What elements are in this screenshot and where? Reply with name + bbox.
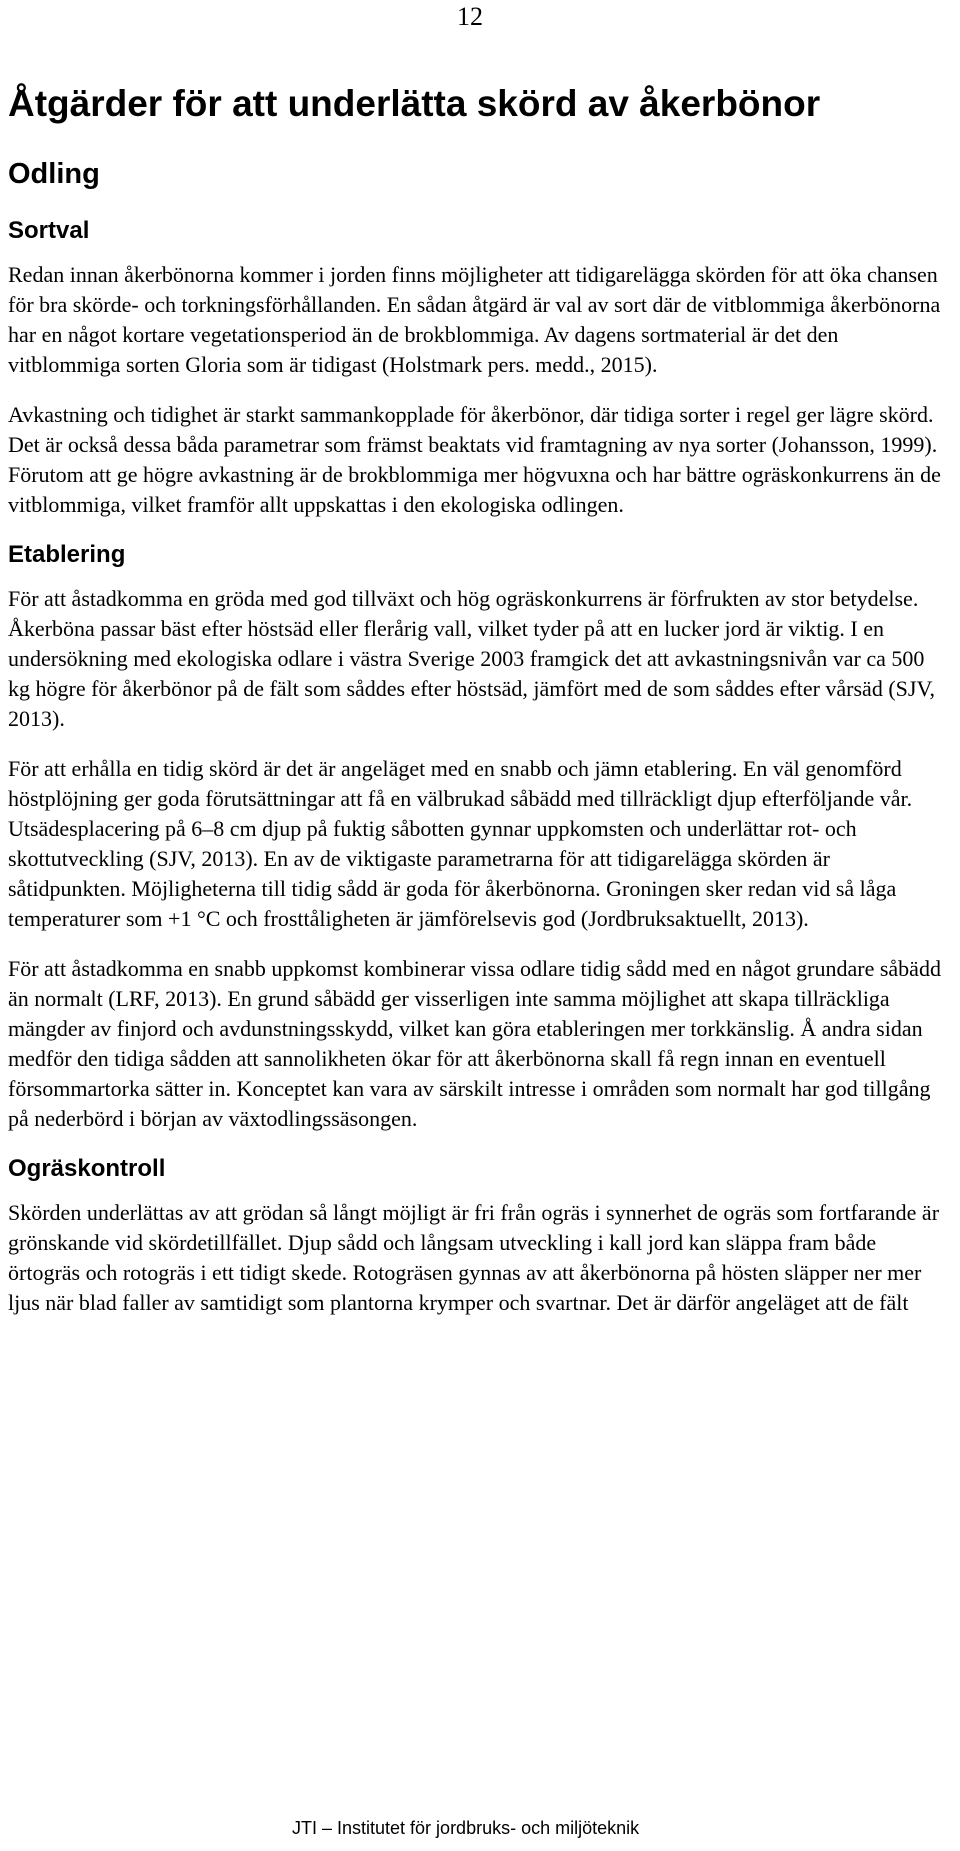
document-title: Åtgärder för att underlätta skörd av åkerbönor — [8, 83, 821, 124]
paragraph-ograskontroll-1: Skörden underlättas av att grödan så långt möjligt är fri från ogräs i synnerhet de ogräs som fortfarande är grönskande vid skördetillfället. Djup sådd och långsam utveckling i kall jord kan släppa fram både örtogräs och rotogräs i ett tidigt skede. Rotogräsen gynnas av att åkerbönorna på hösten släpper ner mer ljus när blad faller av samtidigt som plantorna krymper och svartnar. Det är därför angeläget att de fält — [8, 1200, 940, 1315]
paragraph-etablering-1: För att åstadkomma en gröda med god tillväxt och hög ogräskonkurrens är förfrukten av stor betydelse. Åkerböna passar bäst efter höstsäd eller flerårig vall, vilket tyder på att en lucker jord är viktig. I en undersökning med ekologiska odlare i västra Sverige 2003 framgick det att avkastningsnivån var ca 500 kg högre för åkerbönor på de fält som såddes efter höstsäd, jämfört med de som såddes efter vårsäd (SJV, 2013). — [8, 586, 935, 731]
page-number: 12 — [457, 2, 483, 31]
paragraph-sortval-1: Redan innan åkerbönorna kommer i jorden finns möjligheter att tidigarelägga skörden för att öka chansen för bra skörde- och torkningsförhållanden. En sådan åtgärd är val av sort där de vitblommiga åkerbönorna har en något kortare vegetationsperiod än de brokblommiga. Av dagens sortmaterial är det den vitblommiga sorten Gloria som är tidigast (Holstmark pers. medd., 2015). — [8, 262, 941, 377]
paragraph-etablering-3: För att åstadkomma en snabb uppkomst kombinerar vissa odlare tidig sådd med en något grundare såbädd än normalt (LRF, 2013). En grund såbädd ger visserligen inte samma möjlighet att skapa tillräckliga mängder av finjord och avdunstningsskydd, vilket kan göra etableringen mer torkkänslig. Å andra sidan medför den tidiga sådden att sannolikheten ökar för att åkerbönorna skall få regn innan en eventuell försommartorka sätter in. Konceptet kan vara av särskilt intresse i områden som normalt har god tillgång på nederbörd i början av växtodlingssäsongen. — [8, 956, 941, 1131]
subsection-heading-etablering: Etablering — [8, 541, 126, 568]
paragraph-etablering-2: För att erhålla en tidig skörd är det är angeläget med en snabb och jämn etablering. En väl genomförd höstplöjning ger goda förutsättningar att få en välbrukad såbädd med tillräckligt djup efterföljande vår. Utsädesplacering på 6–8 cm djup på fuktig såbotten gynnar uppkomsten och underlättar rot- och skottutveckling (SJV, 2013). En av de viktigaste parametrarna för att tidigarelägga skörden är såtidpunkten. Möjligheterna till tidig sådd är goda för åkerbönorna. Groningen sker redan vid så låga temperaturer som +1 °C och frosttåligheten är jämförelsevis god (Jordbruksaktuellt, 2013). — [8, 756, 913, 931]
page-footer: JTI – Institutet för jordbruks- och miljöteknik — [292, 1818, 640, 1838]
subsection-heading-ograskontroll: Ogräskontroll — [8, 1155, 166, 1182]
document-body — [8, 80, 950, 1338]
paragraph-sortval-2: Avkastning och tidighet är starkt sammankopplade för åkerbönor, där tidiga sorter i regel ger lägre skörd. Det är också dessa båda parametrar som främst beaktats vid framtagning av nya sorter (Johansson, 1999). Förutom att ge högre avkastning är de brokblommiga mer högvuxna och har bättre ogräskonkurrens än de vitblommiga, vilket framför allt uppskattas i den ekologiska odlingen. — [8, 402, 941, 517]
subsection-heading-sortval: Sortval — [8, 217, 90, 244]
section-heading-odling: Odling — [8, 158, 100, 190]
